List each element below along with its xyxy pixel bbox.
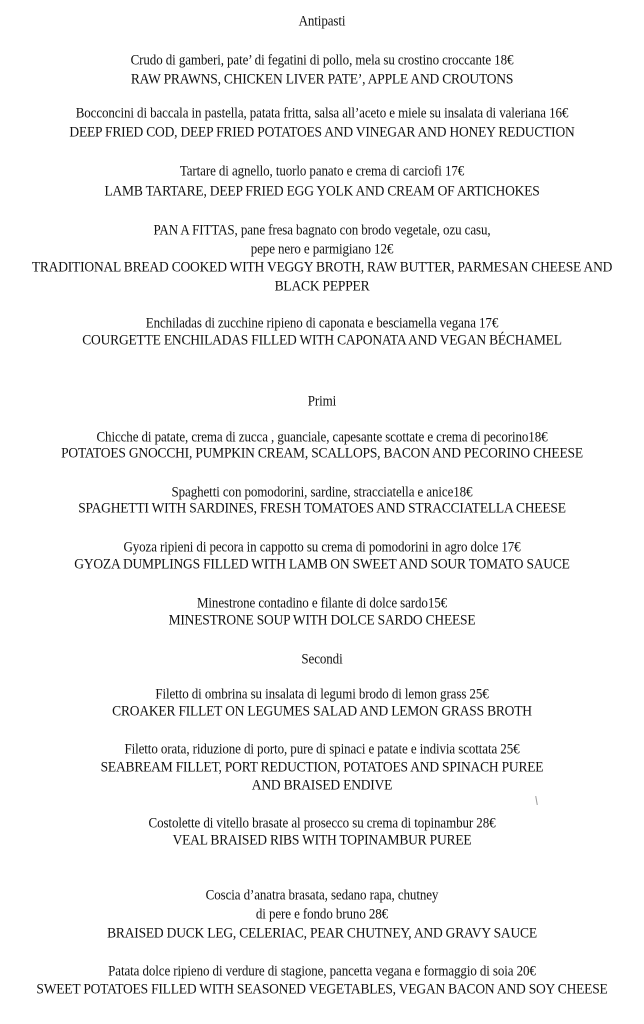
dish-english-description: BRAISED DUCK LEG, CELERIAC, PEAR CHUTNEY, AND GRAVY SAUCE <box>107 924 537 941</box>
dish-italian-description: Filetto di ombrina su insalata di legumi brodo di lemon grass 25€ <box>155 685 489 702</box>
dish-italian-description: Spaghetti con pomodorini, sardine, stracciatella e anice18€ <box>171 483 473 500</box>
dish-italian-description: Coscia d’anatra brasata, sedano rapa, chutney <box>205 886 439 903</box>
dish-english-description: RAW PRAWNS, CHICKEN LIVER PATE’, APPLE AND CROUTONS <box>130 70 514 87</box>
dish-english-description: CROAKER FILLET ON LEGUMES SALAD AND LEMON GRASS BROTH <box>112 702 532 719</box>
dish-english-description: DEEP FRIED COD, DEEP FRIED POTATOES AND VINEGAR AND HONEY REDUCTION <box>69 123 575 140</box>
dish-italian-description: Chicche di patate, crema di zucca , guanciale, capesante scottate e crema di pecorino18€ <box>96 428 548 445</box>
dish-english-description: LAMB TARTARE, DEEP FRIED EGG YOLK AND CREAM OF ARTICHOKES <box>104 182 540 199</box>
dish-english-description: SWEET POTATOES FILLED WITH SEASONED VEGETABLES, VEGAN BACON AND SOY CHEESE <box>36 980 608 997</box>
dish-english-description: SEABREAM FILLET, PORT REDUCTION, POTATOES AND SPINACH PUREE <box>100 758 544 775</box>
dish-italian-description: Tartare di agnello, tuorlo panato e crema di carciofi 17€ <box>179 162 465 179</box>
dish-italian-description: Filetto orata, riduzione di porto, pure di spinaci e patate e indivia scottata 25€ <box>124 740 520 757</box>
section-heading-primi: Primi <box>307 392 337 409</box>
dish-italian-description: Costolette di vitello brasate al prosecco su crema di topinambur 28€ <box>148 814 496 831</box>
dish-english-description: COURGETTE ENCHILADAS FILLED WITH CAPONATA AND VEGAN BÉCHAMEL <box>82 331 562 348</box>
dish-english-description: TRADITIONAL BREAD COOKED WITH VEGGY BROTH, RAW BUTTER, PARMESAN CHEESE AND <box>31 258 613 275</box>
dish-english-description: POTATOES GNOCCHI, PUMPKIN CREAM, SCALLOPS, BACON AND PECORINO CHEESE <box>61 444 583 461</box>
dish-english-description-cont: BLACK PEPPER <box>274 277 370 294</box>
dish-english-description: GYOZA DUMPLINGS FILLED WITH LAMB ON SWEET AND SOUR TOMATO SAUCE <box>74 555 570 572</box>
dish-english-description: MINESTRONE SOUP WITH DOLCE SARDO CHEESE <box>168 611 476 628</box>
dish-italian-description-cont: pepe nero e parmigiano 12€ <box>250 240 394 257</box>
dish-italian-description: PAN A FITTAS, pane fresa bagnato con brodo vegetale, ozu casu, <box>153 221 491 238</box>
dish-english-description-cont: AND BRAISED ENDIVE <box>251 776 393 793</box>
dish-italian-description: Enchiladas di zucchine ripieno di caponata e besciamella vegana 17€ <box>145 314 499 331</box>
dish-italian-description: Patata dolce ripieno di verdure di stagione, pancetta vegana e formaggio di soia 20€ <box>108 962 536 979</box>
section-heading-secondi: Secondi <box>301 650 343 667</box>
dish-italian-description: Bocconcini di baccala in pastella, patata fritta, salsa all’aceto e miele su insalata di valeriana 16€ <box>75 104 569 121</box>
dish-english-description: SPAGHETTI WITH SARDINES, FRESH TOMATOES AND STRACCIATELLA CHEESE <box>78 499 566 516</box>
dish-english-description: VEAL BRAISED RIBS WITH TOPINAMBUR PUREE <box>172 831 472 848</box>
dish-italian-description: Gyoza ripieni di pecora in cappotto su crema di pomodorini in agro dolce 17€ <box>123 538 521 555</box>
dish-italian-description: Crudo di gamberi, pate’ di fegatini di pollo, mela su crostino croccante 18€ <box>130 51 514 68</box>
dish-italian-description: Minestrone contadino e filante di dolce sardo15€ <box>196 594 448 611</box>
dish-italian-description-cont: di pere e fondo bruno 28€ <box>255 905 389 922</box>
section-heading-antipasti: Antipasti <box>298 12 346 29</box>
paper-speck <box>535 796 538 805</box>
